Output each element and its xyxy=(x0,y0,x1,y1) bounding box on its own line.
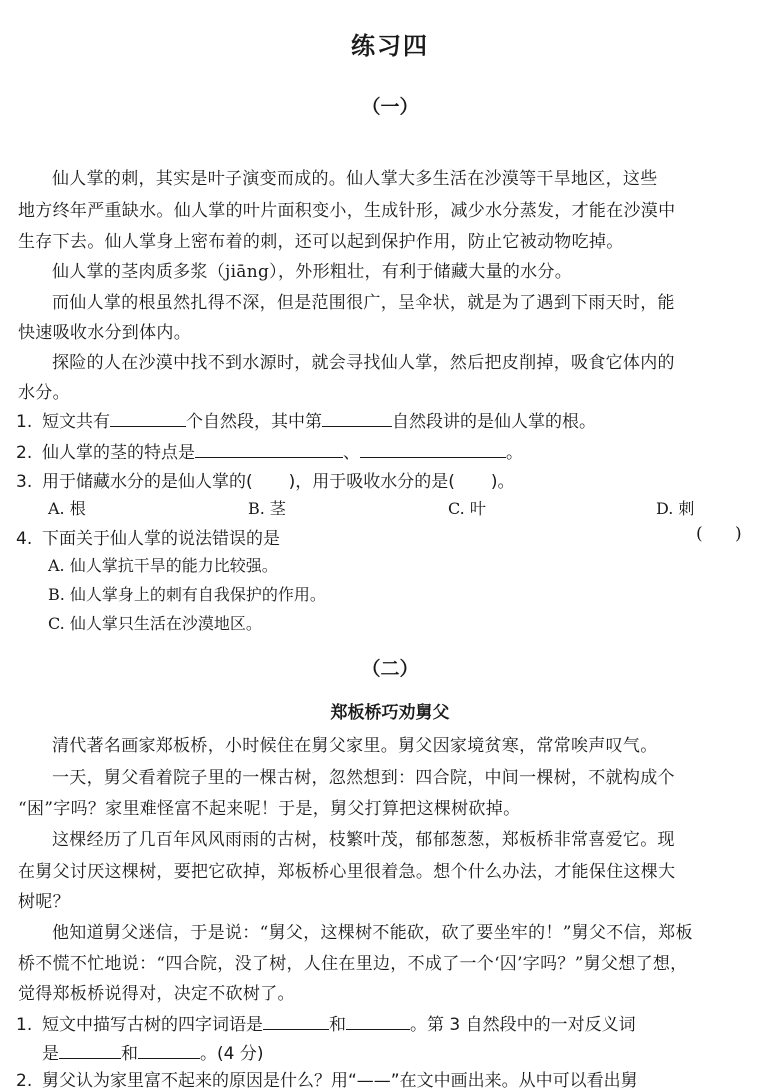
page-title: 练习四 xyxy=(351,32,429,60)
option-a: A. 根 xyxy=(48,499,86,518)
passage-line: 探险的人在沙漠中找不到水源时，就会寻找仙人掌，然后把皮削掉，吸食它体内的 xyxy=(52,353,675,373)
story-line: “困”字吗？家里难怪富不起来呢！于是，舅父打算把这棵树砍掉。 xyxy=(18,799,521,819)
question-2: 2. 仙人掌的茎的特点是 、 。 xyxy=(16,443,523,463)
q4-option-c: C. 仙人掌只生活在沙漠地区。 xyxy=(48,614,262,633)
passage-line: 水分。 xyxy=(18,383,70,403)
story-question-2: 2. 舅父认为家里富不起来的原因是什么？用“——”在文中画出来。从中可以看出舅 xyxy=(16,1071,638,1091)
passage-line: 仙人掌的刺，其实是叶子演变而成的。仙人掌大多生活在沙漠等干旱地区，这些 xyxy=(52,169,658,189)
q4-option-a: A. 仙人掌抗干旱的能力比较强。 xyxy=(48,556,278,575)
passage-line: 地方终年严重缺水。仙人掌的叶片面积变小，生成针形，减少水分蒸发，才能在沙漠中 xyxy=(18,201,676,221)
answer-blank[interactable] xyxy=(110,410,186,427)
question-4: 4. 下面关于仙人掌的说法错误的是 xyxy=(16,529,280,549)
section-two-heading: （二） xyxy=(361,658,419,680)
question-3: 3. 用于储藏水分的是仙人掌的( )，用于吸收水分的是( )。 xyxy=(16,472,515,492)
story-line: 清代著名画家郑板桥，小时候住在舅父家里。舅父因家境贫寒，常常唉声叹气。 xyxy=(52,736,658,756)
story-title: 郑板桥巧劝舅父 xyxy=(330,703,450,723)
story-question-1-continued: 是 和 。(4 分) xyxy=(42,1044,264,1064)
section-one-heading: （一） xyxy=(361,96,419,118)
answer-blank[interactable] xyxy=(322,410,392,427)
story-line: 他知道舅父迷信，于是说：“舅父，这棵树不能砍，砍了要坐牢的！”舅父不信，郑板 xyxy=(52,923,693,943)
passage-line: 生存下去。仙人掌身上密布着的刺，还可以起到保护作用，防止它被动物吃掉。 xyxy=(18,232,624,252)
option-b: B. 茎 xyxy=(248,499,286,518)
passage-line: 而仙人掌的根虽然扎得不深，但是范围很广，呈伞状，就是为了遇到下雨天时，能 xyxy=(52,293,675,313)
story-line: 这棵经历了几百年风风雨雨的古树，枝繁叶茂，郁郁葱葱，郑板桥非常喜爱它。现 xyxy=(52,830,675,850)
story-line: 在舅父讨厌这棵树，要把它砍掉，郑板桥心里很着急。想个什么办法，才能保住这棵大 xyxy=(18,862,676,882)
passage-line: 仙人掌的茎肉质多浆（jiāng），外形粗壮，有利于储藏大量的水分。 xyxy=(52,262,573,282)
answer-blank[interactable] xyxy=(263,1013,329,1030)
story-line: 觉得郑板桥说得对，决定不砍树了。 xyxy=(18,984,295,1004)
q4-option-b: B. 仙人掌身上的刺有自我保护的作用。 xyxy=(48,585,326,604)
story-line: 桥不慌不忙地说：“四合院，没了树，人住在里边，不成了一个‘囚’字吗？”舅父想了想， xyxy=(18,954,688,974)
answer-blank[interactable] xyxy=(360,441,506,458)
passage-line: 快速吸收水分到体内。 xyxy=(18,323,191,343)
story-line: 一天，舅父看着院子里的一棵古树，忽然想到：四合院，中间一棵树，不就构成个 xyxy=(52,768,675,788)
answer-blank[interactable] xyxy=(346,1013,410,1030)
option-d: D. 刺 xyxy=(656,499,695,518)
story-line: 树呢？ xyxy=(18,892,70,912)
answer-blank[interactable] xyxy=(59,1042,121,1059)
story-question-1: 1. 短文中描写古树的四字词语是 和 。第 3 自然段中的一对反义词 xyxy=(16,1015,636,1035)
answer-paren[interactable]: ( ) xyxy=(696,524,742,544)
answer-blank[interactable] xyxy=(195,441,343,458)
question-1: 1. 短文共有 个自然段，其中第 自然段讲的是仙人掌的根。 xyxy=(16,412,596,432)
option-c: C. 叶 xyxy=(448,499,486,518)
answer-blank[interactable] xyxy=(138,1042,200,1059)
